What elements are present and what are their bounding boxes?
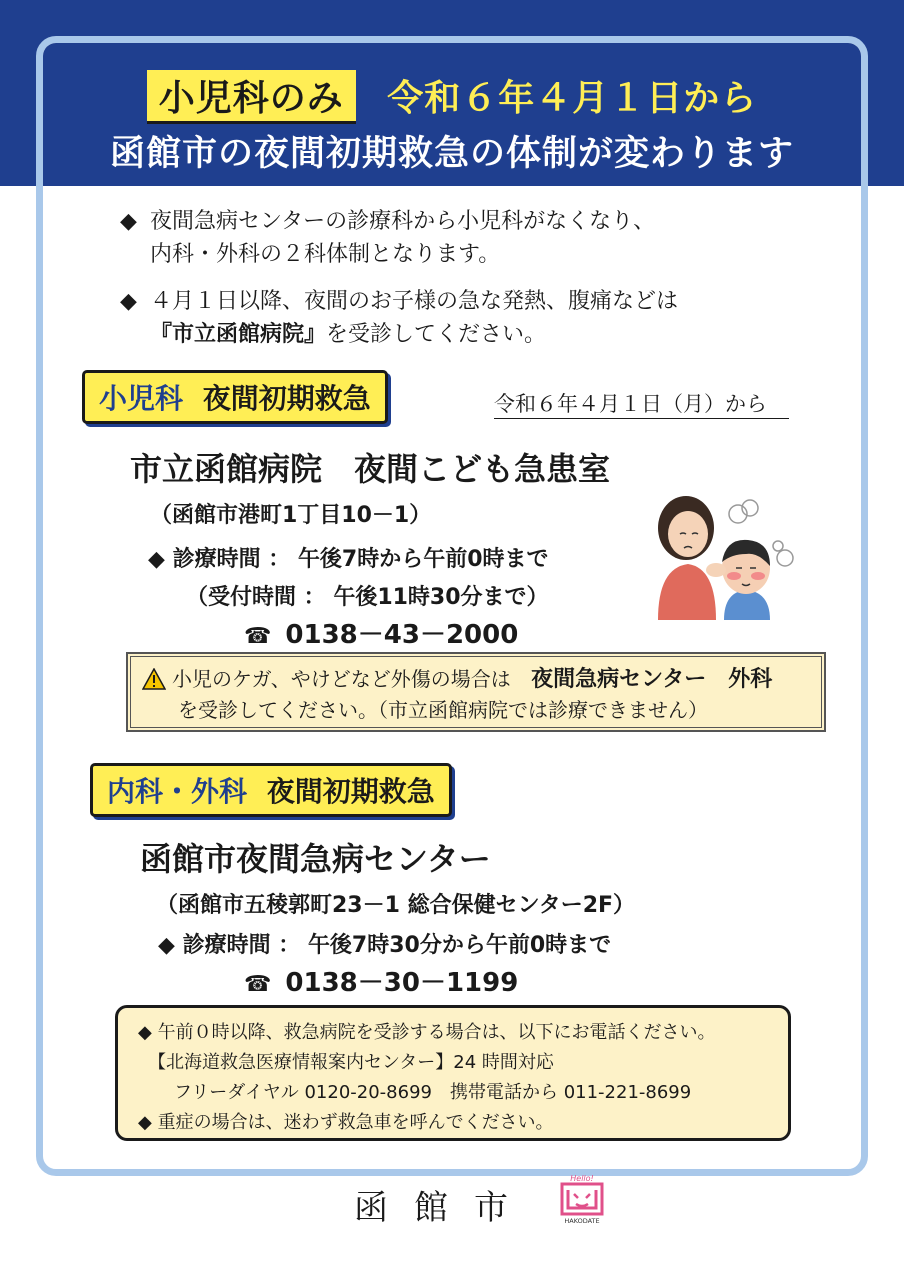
pediatrics-only-pill: 小児科のみ: [147, 70, 356, 124]
logo-hello: Hello!: [570, 1174, 594, 1183]
intro-bullet-1-line-2: 内科・外科の２科体制となります。: [150, 242, 501, 267]
adult-phone: [244, 962, 518, 999]
pediatric-start-date: 令和６年４月１日（月）から: [494, 388, 789, 419]
pediatric-phone-number: 0138－43－2000: [285, 620, 519, 650]
mother-sick-child-illustration: [650, 488, 800, 620]
headline-row: [0, 70, 904, 124]
telephone-icon: ☎: [244, 624, 272, 649]
warning-line-1: [142, 664, 810, 695]
diamond-icon: ◆: [120, 289, 137, 314]
warning-line-1-text: 小児のケガ、やけどなど外傷の場合は: [172, 667, 511, 691]
adult-center-name: 函館市夜間急病センター: [140, 840, 491, 878]
intro-bullet-2: [120, 285, 678, 351]
info-line-1: ◆ 午前０時以降、救急病院を受診する場合は、以下にお電話ください。: [138, 1022, 716, 1043]
intro-bullet-2-line-2: [150, 318, 678, 351]
intro-bullet-2-line-1: ４月１日以降、夜間のお子様の急な発熱、腹痛などは: [150, 289, 679, 314]
adult-label-highlight: 内科・外科: [107, 775, 248, 808]
trauma-warning-box: [126, 652, 826, 732]
logo-text: HAKODATE: [564, 1217, 600, 1224]
pediatric-label-rest: 夜間初期救急: [202, 382, 371, 415]
effective-date: 令和６年４月１日から: [387, 78, 758, 119]
info-line-2: 【北海道救急医療情報案内センター】24 時間対応: [148, 1052, 554, 1073]
pediatric-label-highlight: 小児科: [99, 382, 184, 415]
intro-bullets: [120, 205, 678, 365]
city-name: 函館市: [354, 1188, 534, 1228]
intro-bullet-2-tail: を受診してください。: [326, 322, 547, 347]
intro-bullet-1: [120, 205, 678, 271]
telephone-icon: ☎: [244, 972, 272, 997]
pediatric-section-label: [82, 370, 388, 424]
hakodate-logo: [558, 1172, 606, 1224]
adult-section-label: [90, 763, 452, 817]
warning-icon: [142, 668, 166, 690]
pediatric-hours: ◆ 診療時間 ： 午後7時から午前0時まで: [148, 547, 549, 572]
intro-bullet-1-line-1: 夜間急病センターの診療科から小児科がなくなり、: [150, 209, 656, 234]
after-midnight-info-box: [115, 1005, 791, 1141]
warning-line-2: を受診してください。（市立函館病院では診療できません）: [178, 698, 708, 722]
pediatric-address: （函館市港町1丁目10－1）: [150, 503, 432, 528]
adult-address: （函館市五稜郭町23－1 総合保健センター2F）: [156, 893, 636, 918]
info-line-3: フリーダイヤル 0120-20-8699 携帯電話から 011-221-8699: [174, 1082, 692, 1103]
pediatric-hospital-name: 市立函館病院 夜間こども急患室: [130, 450, 611, 488]
adult-hours: ◆ 診療時間 ： 午後7時30分から午前0時まで: [158, 933, 612, 958]
page-title: 函館市の夜間初期救急の体制が変わります: [109, 134, 794, 174]
hospital-emphasis: 『市立函館病院』: [150, 322, 327, 347]
adult-label-rest: 夜間初期救急: [266, 775, 435, 808]
info-line-4: ◆ 重症の場合は、迷わず救急車を呼んでください。: [138, 1112, 554, 1133]
diamond-icon: ◆: [120, 209, 137, 234]
pediatric-reception: （受付時間 ： 午後11時30分まで）: [186, 585, 549, 610]
warning-destination: 夜間急病センター 外科: [531, 667, 773, 692]
pediatric-phone: [244, 614, 518, 651]
adult-phone-number: 0138－30－1199: [285, 968, 519, 998]
